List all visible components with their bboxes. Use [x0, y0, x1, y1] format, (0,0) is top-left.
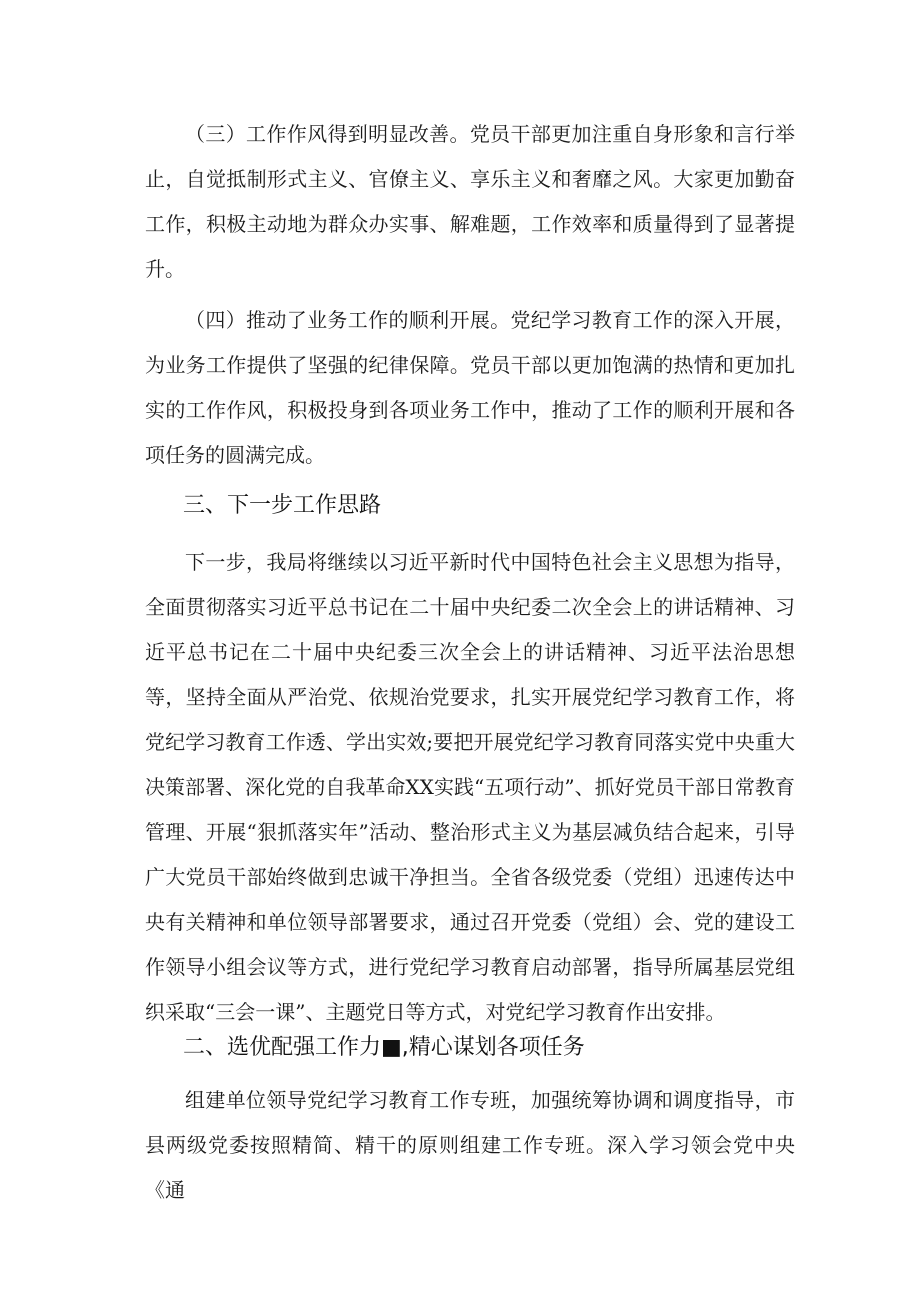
- paragraph-work-style: （三）工作作风得到明显改善。党员干部更加注重自身形象和言行举止，自觉抵制形式主义、官僚主义、享乐主义和奢靡之风。大家更加勤奋工作，积极主动地为群众办实事、解难题，工作效率和质量得到了显著提升。: [145, 122, 795, 281]
- heading-next-steps: 三、下一步工作思路: [183, 493, 382, 518]
- paragraph-next-steps: 下一步，我局将继续以习近平新时代中国特色社会主义思想为指导，全面贯彻落实习近平总书记在二十届中央纪委二次全会上的讲话精神、习近平总书记在二十届中央纪委三次全会上的讲话精神、习近平法治思想等，坚持全面从严治党、依规治党要求，扎实开展党纪学习教育工作，将党纪学习教育工作透、学出实效;要把开展党纪学习教育同落实党中央重大决策部署、深化党的自我革命XX实践“五项行动”、抓好党员干部日常教育管理、开展“狠抓落实年”活动、整治形式主义为基层减负结合起来，引导广大党员干部始终做到忠诚干净担当。全省各级党委（党组）迅速传达中央有关精神和单位领导部署要求，通过召开党委（党组）会、党的建设工作领导小组会议等方式，进行党纪学习教育启动部署，指导所属基层党组织采取“三会一课”、主题党日等方式，对党纪学习教育作出安排。: [145, 550, 795, 1024]
- paragraph-business-work: （四）推动了业务工作的顺利开展。党纪学习教育工作的深入开展，为业务工作提供了坚强的纪律保障。党员干部以更加饱满的热情和更加扎实的工作作风，积极投身到各项业务工作中，推动了工作的顺利开展和各项任务的圆满完成。: [145, 308, 795, 467]
- paragraph-task-force: 组建单位领导党纪学习教育工作专班，加强统筹协调和调度指导，市县两级党委按照精简、精干的原则组建工作专班。深入学习领会党中央《通: [145, 1088, 795, 1202]
- heading-task-planning: 二、选优配强工作力■,精心谋划各项任务: [183, 1035, 585, 1060]
